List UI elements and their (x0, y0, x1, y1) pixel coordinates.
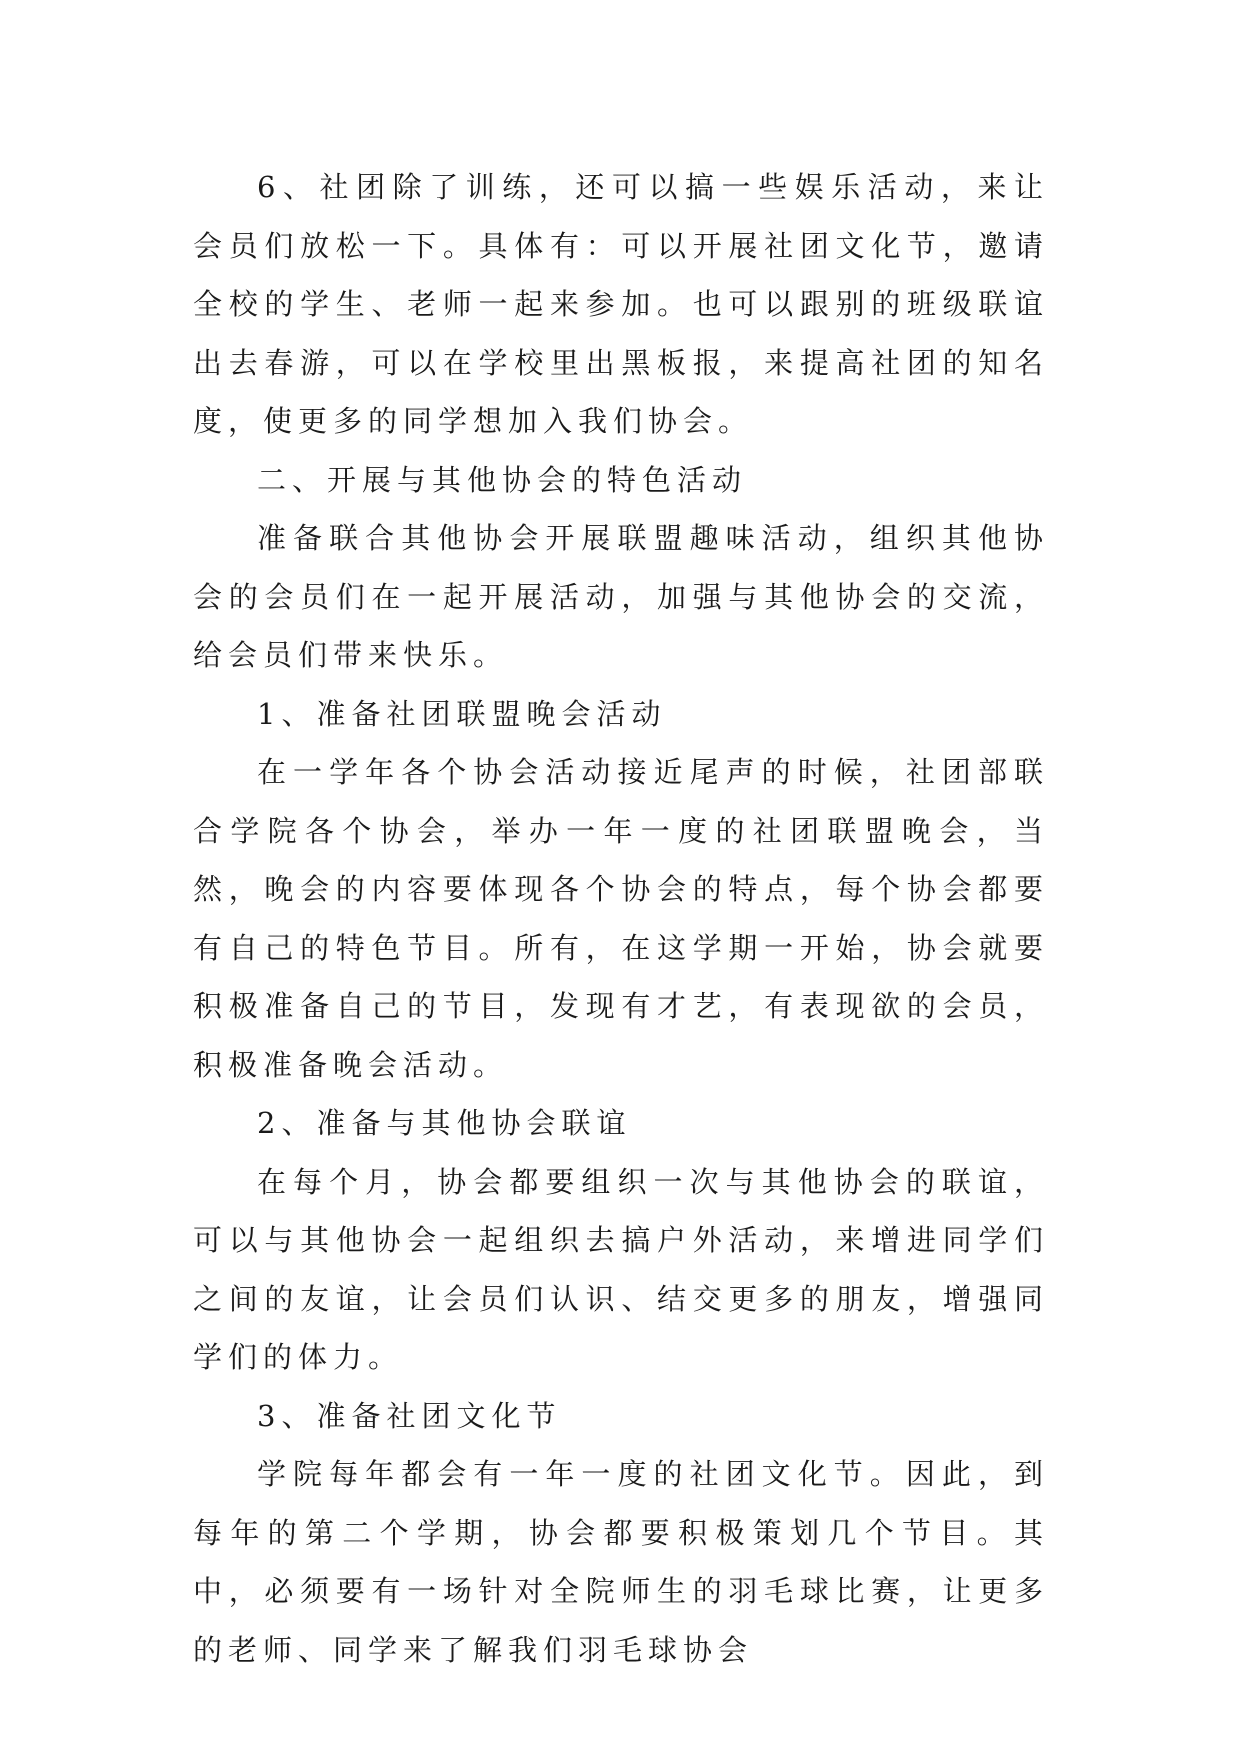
paragraph-joint-activities-intro: 准备联合其他协会开展联盟趣味活动，组织其他协会的会员们在一起开展活动，加强与其他协会的交流，给会员们带来快乐。 (193, 521, 1049, 672)
subheading-association-social: 2、准备与其他协会联谊 (257, 1106, 632, 1140)
document-body (193, 158, 1049, 1679)
paragraph-culture-festival: 学院每年都会有一年一度的社团文化节。因此，到每年的第二个学期，协会都要积极策划几个节目。其中，必须要有一场针对全院师生的羽毛球比赛，让更多的老师、同学来了解我们羽毛球协会 (193, 1457, 1049, 1667)
subheading-culture-festival: 3、准备社团文化节 (257, 1398, 562, 1433)
section-heading-joint-activities: 二、开展与其他协会的特色活动 (257, 462, 748, 497)
subheading-alliance-gala: 1、准备社团联盟晚会活动 (257, 696, 667, 731)
paragraph-alliance-gala: 在一学年各个协会活动接近尾声的时候，社团部联合学院各个协会，举办一年一度的社团联盟晚会，当然，晚会的内容要体现各个协会的特点，每个协会都要有自己的特色节目。所有，在这学期一开始，协会就要积极准备自己的节目，发现有才艺，有表现欲的会员，积极准备晚会活动。 (193, 755, 1049, 1082)
paragraph-association-social: 在每个月，协会都要组织一次与其他协会的联谊，可以与其他协会一起组织去搞户外活动，来增进同学们之间的友谊，让会员们认识、结交更多的朋友，增强同学们的体力。 (193, 1164, 1049, 1374)
paragraph-activities-item-6: 6、社团除了训练，还可以搞一些娱乐活动，来让会员们放松一下。具体有：可以开展社团文化节，邀请全校的学生、老师一起来参加。也可以跟别的班级联谊出去春游，可以在学校里出黑板报，来提高社团的知名度，使更多的同学想加入我们协会。 (193, 170, 1049, 438)
